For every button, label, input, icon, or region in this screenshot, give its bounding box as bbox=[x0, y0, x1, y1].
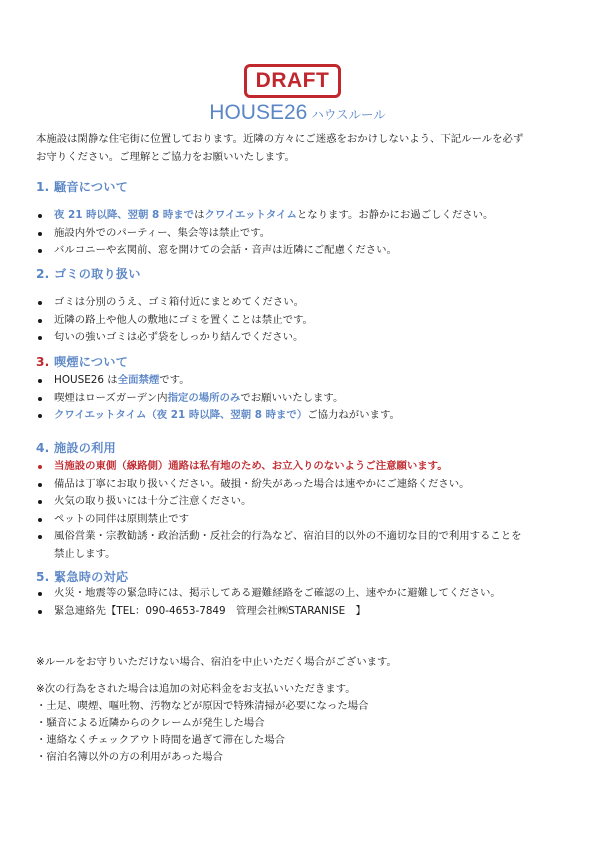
section-heading bbox=[36, 439, 116, 456]
list-item-text: ゴミは分別のうえ、ゴミ箱付近にまとめてください。 bbox=[54, 296, 304, 308]
section-heading-text: 施設の利用 bbox=[53, 441, 116, 455]
list-item-text: となります。お静かにお過ごしください。 bbox=[296, 209, 494, 221]
list-item-text: ご協力ねがいます。 bbox=[307, 409, 400, 421]
list-item bbox=[36, 390, 576, 408]
list-item-text: 匂いの強いゴミは必ず袋をしっかり結んでください。 bbox=[54, 331, 304, 343]
section-heading-text: 喫煙について bbox=[53, 355, 129, 369]
section-list bbox=[36, 585, 576, 620]
list-item bbox=[36, 493, 576, 511]
fees-item: ・土足、喫煙、嘔吐物、汚物などが原因で特殊清掃が必要になった場合 bbox=[36, 700, 369, 712]
list-item bbox=[36, 458, 576, 476]
list-item-text: 喫煙はローズガーデン内 bbox=[54, 391, 168, 404]
list-item bbox=[36, 585, 576, 603]
list-item-text: クワイエットタイム（夜 21 時以降、翌朝 8 時まで） bbox=[54, 409, 308, 421]
section-number: 1. bbox=[36, 180, 54, 194]
list-item bbox=[36, 207, 576, 225]
list-item bbox=[36, 372, 576, 390]
draft-label: DRAFT bbox=[255, 69, 330, 92]
list-item-text: でお願いいたします。 bbox=[240, 391, 344, 404]
intro-line: 本施設は閑静な住宅街に位置しております。近隣の方々にご迷惑をおかけしないよう、下記ルールを必ず bbox=[36, 133, 524, 145]
list-item bbox=[36, 407, 576, 425]
list-item-continuation: 禁止します。 bbox=[54, 547, 116, 560]
list-item bbox=[36, 528, 576, 563]
section-number: 4. bbox=[36, 441, 54, 455]
list-item-text: 緊急連絡先【TEL：090-4653-7849 管理会社㈱STARANISE 】 bbox=[54, 604, 366, 617]
list-item-text: は bbox=[194, 209, 205, 221]
list-item bbox=[36, 603, 576, 621]
list-item-text: バルコニーや玄関前、窓を開けての会話・音声は近隣にご配慮ください。 bbox=[54, 244, 397, 256]
intro-line: お守りください。ご理解とご協力をお願いいたします。 bbox=[36, 151, 295, 163]
title-sub: ハウスルール bbox=[311, 107, 386, 122]
list-item-text: 指定の場所のみ bbox=[167, 391, 241, 404]
list-item-text: 近隣の路上や他人の敷地にゴミを置くことは禁止です。 bbox=[54, 313, 313, 326]
intro-paragraph bbox=[36, 130, 566, 166]
section-heading bbox=[36, 568, 128, 585]
section-number: 3. bbox=[36, 355, 54, 369]
list-item-text: 施設内外でのパーティー、集会等は禁止です。 bbox=[54, 226, 271, 239]
draft-stamp bbox=[244, 64, 341, 98]
section-list bbox=[36, 372, 576, 425]
section-heading bbox=[36, 178, 128, 195]
list-item-text: 火災・地震等の緊急時には、掲示してある避難経路をご確認の上、速やかに避難してください。 bbox=[54, 587, 501, 599]
list-item bbox=[36, 511, 576, 529]
section-number: 2. bbox=[36, 267, 54, 281]
list-item bbox=[36, 329, 576, 347]
fees-item: ・騒音による近隣からのクレームが発生した場合 bbox=[36, 717, 265, 729]
list-item-text: 夜 21 時以降、翌朝 8 時まで bbox=[54, 209, 195, 221]
fees-lead: ※次の行為をされた場合は追加の対応料金をお支払いいただきます。 bbox=[36, 683, 356, 695]
list-item-text: 全面禁煙 bbox=[117, 374, 160, 386]
list-item-text: ペットの同伴は原則禁止です bbox=[54, 512, 190, 525]
list-item-text: 備品は丁寧にお取り扱いください。破損・紛失があった場合は速やかにご連絡ください。 bbox=[54, 477, 470, 490]
list-item bbox=[36, 312, 576, 330]
page-title bbox=[0, 101, 595, 125]
section-number: 5. bbox=[36, 570, 54, 584]
title-main: HOUSE26 bbox=[209, 101, 308, 124]
list-item-text: です。 bbox=[159, 374, 190, 386]
list-item-text: 火気の取り扱いには十分ご注意ください。 bbox=[54, 495, 252, 507]
list-item-text: 風俗営業・宗教勧誘・政治活動・反社会的行為など、宿泊目的以外の不適切な目的で利用することを bbox=[54, 530, 522, 542]
section-heading-text: ゴミの取り扱い bbox=[53, 267, 141, 281]
list-item bbox=[36, 242, 576, 260]
section-list bbox=[36, 207, 576, 260]
section-list bbox=[36, 294, 576, 347]
section-heading-text: 騒音について bbox=[53, 180, 129, 194]
section-heading bbox=[36, 265, 141, 282]
section-heading bbox=[36, 353, 128, 370]
fees-item: ・宿泊名簿以外の方の利用があった場合 bbox=[36, 751, 223, 763]
section-heading-text: 緊急時の対応 bbox=[53, 570, 129, 584]
section-list bbox=[36, 458, 576, 563]
list-item-text: 当施設の東側（線路側）通路は私有地のため、お立入りのないようご注意願います。 bbox=[54, 460, 448, 472]
list-item-text: HOUSE26 は bbox=[54, 374, 118, 386]
fees-item: ・連絡なくチェックアウト時間を過ぎて滞在した場合 bbox=[36, 734, 286, 746]
list-item bbox=[36, 225, 576, 243]
list-item bbox=[36, 294, 576, 312]
list-item-text: クワイエットタイム bbox=[204, 209, 297, 221]
list-item bbox=[36, 476, 576, 494]
suspension-notice: ※ルールをお守りいただけない場合、宿泊を中止いただく場合がございます。 bbox=[36, 656, 397, 668]
